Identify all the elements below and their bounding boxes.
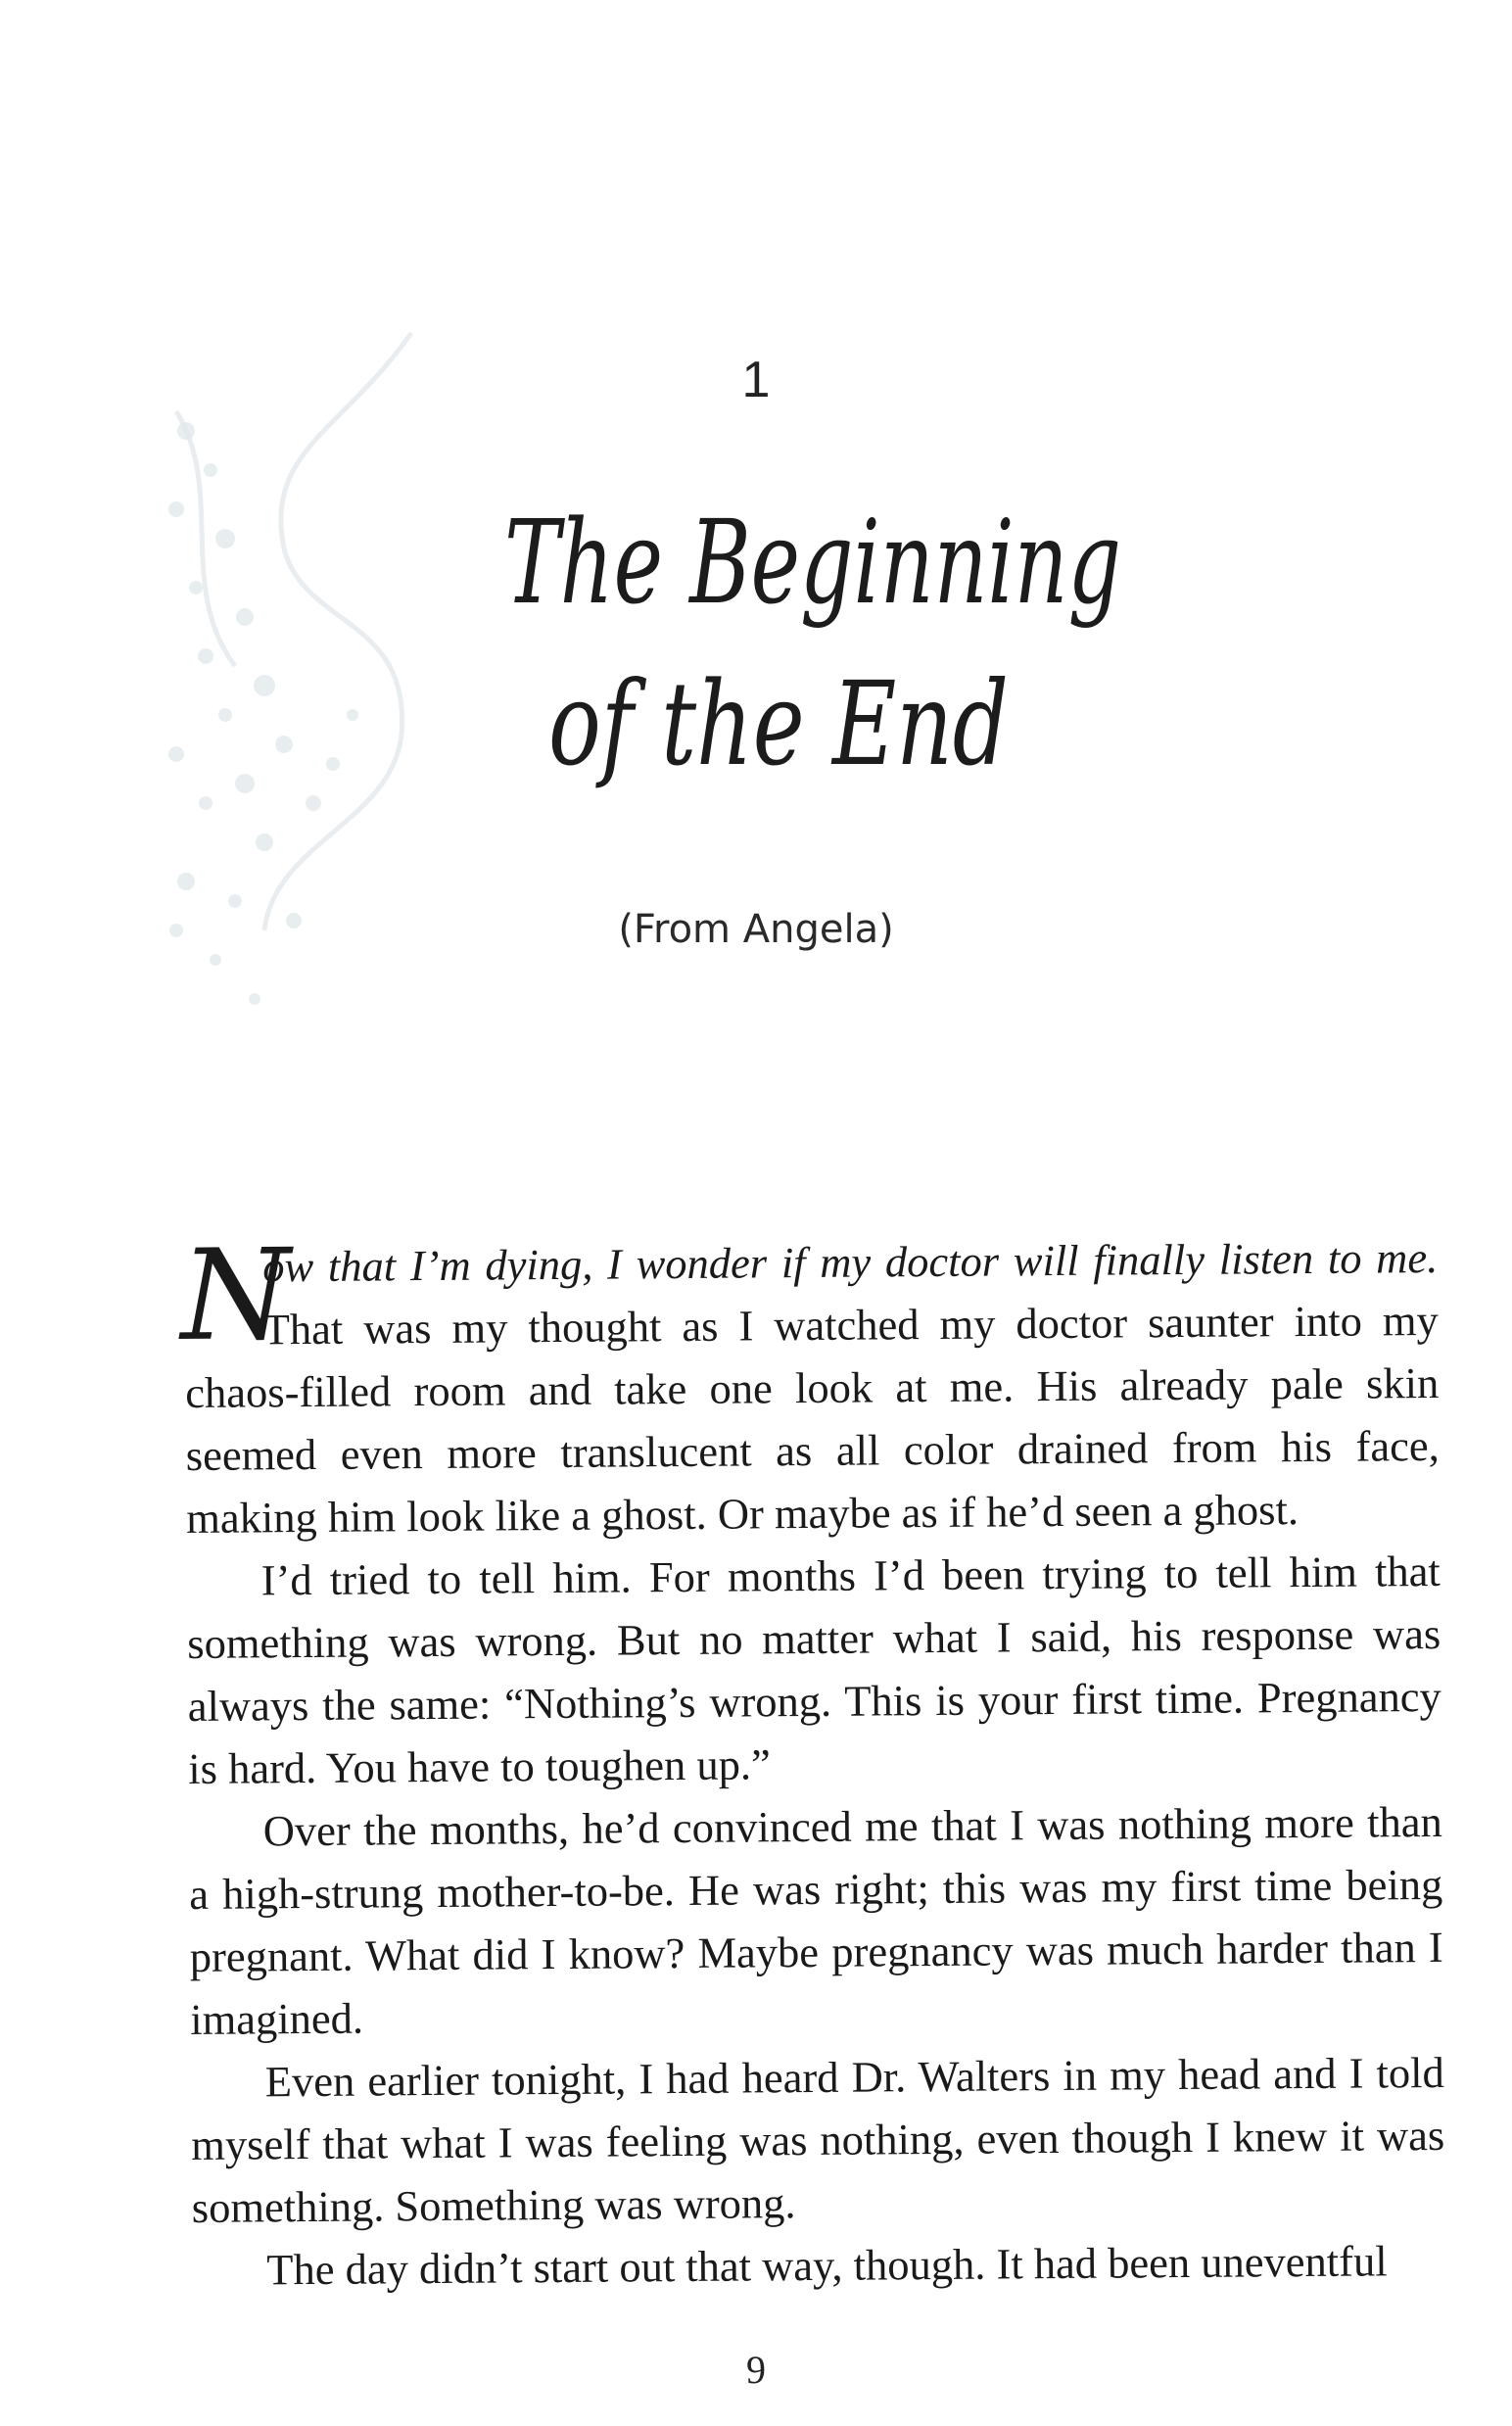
chapter-title-line2: of the End xyxy=(548,656,1009,791)
chapter-title-line1: The Beginning xyxy=(504,495,1121,630)
drop-cap: N xyxy=(179,1222,292,1370)
paragraph-2: I’d tried to tell him. For months I’d been trying to tell him that something was wrong. But no matter what I said, his response was always the same: “Nothing’s wrong. This is your first time. Pregnancy is hard. You have to toughen up.” xyxy=(187,1546,1441,1793)
paragraph-5: The day didn’t start out that way, though. It had been uneventful xyxy=(266,2236,1388,2295)
opening-line: ow that I’m dying, I wonder if my doctor will finally listen to me. xyxy=(262,1232,1439,1292)
chapter-body xyxy=(179,1222,1446,2302)
chapter-subtitle: (From Angela) xyxy=(618,907,894,952)
chapter-title xyxy=(470,460,1156,832)
page-number: 9 xyxy=(746,2348,766,2392)
paragraph-4: Even earlier tonight, I had heard Dr. Walters in my head and I told myself that what I was feeling was nothing, even though I knew it was something. Something was wrong. xyxy=(191,2047,1445,2232)
floral-watermark-icon xyxy=(118,294,470,1077)
paragraph-1 xyxy=(179,1222,1440,1549)
paragraph-3: Over the months, he’d convinced me that I was nothing more than a high-strung mother-to-be. He was right; this was my first time being pregnant. What did I know? Maybe pregnancy was much harder than I imagined. xyxy=(189,1796,1443,2044)
paragraph-1-text: That was my thought as I watched my doctor saunter into my chaos-filled room and take one look at me. His already pale skin seemed even more translucent as all color drained from his face, making him look like a ghost. Or maybe as if he’d seen a ghost. xyxy=(185,1295,1440,1543)
chapter-number: 1 xyxy=(741,352,771,408)
